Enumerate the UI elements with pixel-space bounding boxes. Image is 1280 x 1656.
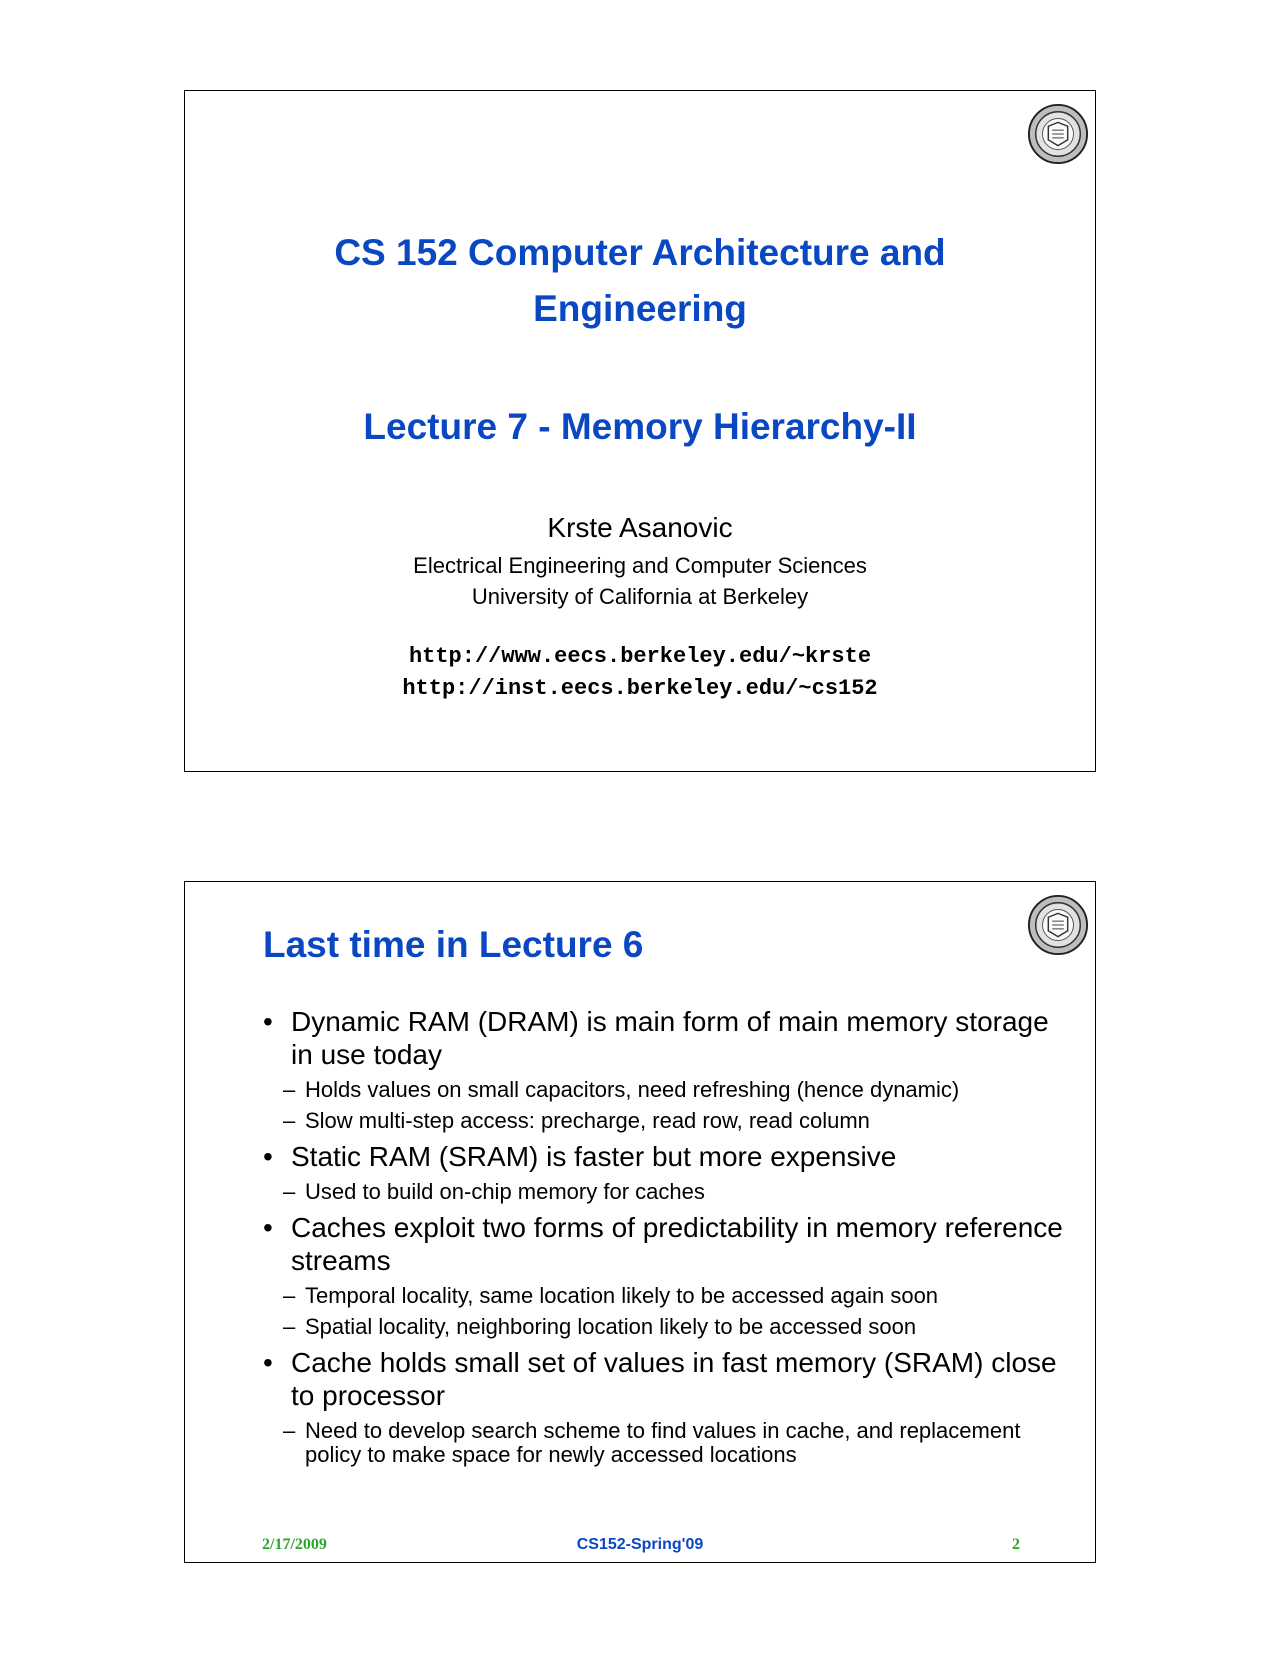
- dash-glyph: –: [283, 1283, 296, 1308]
- sub-bullet-item: [263, 1284, 1063, 1308]
- sub-bullet-text: Slow multi-step access: precharge, read row, read column: [305, 1108, 870, 1133]
- bullet-glyph: •: [263, 1212, 273, 1243]
- bullet-item: [263, 1140, 1063, 1173]
- title-slide: [184, 90, 1096, 772]
- lecture-title: Lecture 7 - Memory Hierarchy-II: [363, 406, 917, 447]
- slide-title: Last time in Lecture 6: [263, 924, 644, 965]
- dash-glyph: –: [283, 1108, 296, 1133]
- sub-bullet-item: [263, 1419, 1063, 1467]
- dash-glyph: –: [283, 1179, 296, 1204]
- bullet-glyph: •: [263, 1006, 273, 1037]
- sub-bullet-text: Need to develop search scheme to find values in cache, and replacement policy to make space for newly accessed locations: [305, 1418, 1021, 1467]
- author-url: http://www.eecs.berkeley.edu/~krste: [408, 644, 872, 669]
- content-slide: [184, 881, 1096, 1563]
- sub-bullet-text: Temporal locality, same location likely to be accessed again soon: [305, 1283, 939, 1308]
- bullet-list: [263, 1005, 1063, 1467]
- bullet-item: [263, 1346, 1063, 1412]
- affiliation-university: University of California at Berkeley: [471, 584, 809, 609]
- sub-bullet-text: Spatial locality, neighboring location likely to be accessed soon: [305, 1314, 917, 1339]
- bullet-item: [263, 1005, 1063, 1071]
- dash-glyph: –: [283, 1418, 296, 1443]
- bullet-glyph: •: [263, 1347, 273, 1378]
- bullet-glyph: •: [263, 1141, 273, 1172]
- sub-bullet-text: Holds values on small capacitors, need refreshing (hence dynamic): [305, 1077, 960, 1102]
- footer-date: 2/17/2009: [262, 1536, 327, 1553]
- affiliation-department: Electrical Engineering and Computer Sciences: [413, 553, 867, 578]
- course-title-line2: Engineering: [533, 288, 747, 329]
- dash-glyph: –: [283, 1077, 296, 1102]
- berkeley-seal-icon: [1027, 894, 1089, 956]
- berkeley-seal-icon: [1027, 103, 1089, 165]
- bullet-text: Cache holds small set of values in fast memory (SRAM) close to processor: [291, 1347, 1057, 1411]
- bullet-text: Caches exploit two forms of predictability in memory reference streams: [291, 1212, 1063, 1276]
- sub-bullet-item: [263, 1109, 1063, 1133]
- bullet-text: Static RAM (SRAM) is faster but more expensive: [291, 1141, 897, 1172]
- dash-glyph: –: [283, 1314, 296, 1339]
- course-title-line1: CS 152 Computer Architecture and: [334, 232, 946, 273]
- footer-page-number: 2: [1012, 1536, 1020, 1553]
- bullet-text: Dynamic RAM (DRAM) is main form of main memory storage in use today: [291, 1006, 1049, 1070]
- sub-bullet-item: [263, 1078, 1063, 1102]
- author-name: Krste Asanovic: [547, 512, 733, 543]
- footer-course: CS152-Spring'09: [576, 1536, 704, 1553]
- course-url: http://inst.eecs.berkeley.edu/~cs152: [402, 676, 878, 701]
- bullet-item: [263, 1211, 1063, 1277]
- sub-bullet-item: [263, 1180, 1063, 1204]
- sub-bullet-item: [263, 1315, 1063, 1339]
- sub-bullet-text: Used to build on-chip memory for caches: [305, 1179, 705, 1204]
